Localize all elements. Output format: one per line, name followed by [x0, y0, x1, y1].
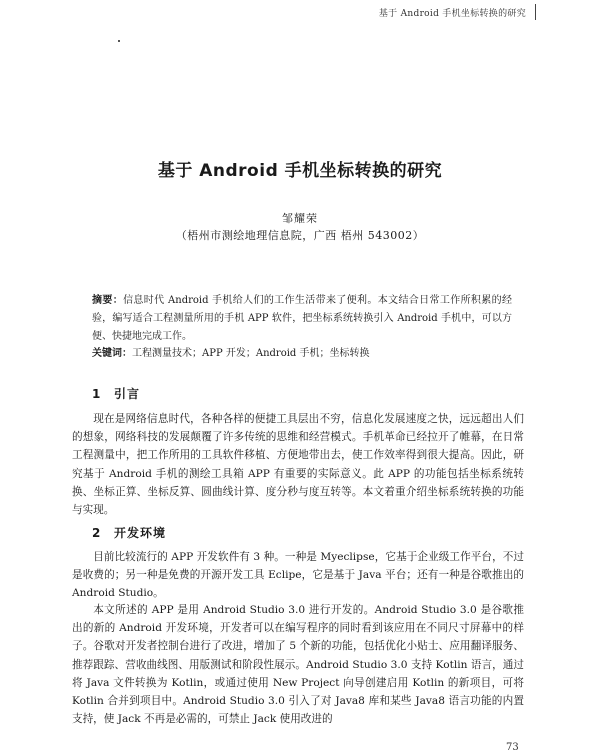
author-name: 邹耀荣: [282, 212, 318, 225]
paragraph: 现在是网络信息时代，各种各样的便捷工具层出不穷，信息化发展速度之快，远远超出人们的想象，网络科技的发展颠覆了许多传统的思维和经营模式。手机革命已经拉开了帷幕，在日常工程测量中，把工作所用的工具软件移植、方便地带出去，使工作效率得到很大提高。因此，研究基于 Android 手机的测绘工具箱 APP 有重要的实际意义。此 APP 的功能包括坐标系统转换、坐标正算、坐标反算、圆曲线计算、度分秒与度互转等。本文着重介绍坐标系统转换的功能与实现。: [72, 413, 524, 517]
article-title: 基于 Android 手机坐标转换的研究: [157, 161, 443, 181]
running-header: 基于 Android 手机坐标转换的研究: [378, 9, 526, 19]
paragraph: 本文所述的 APP 是用 Android Studio 3.0 进行开发的。Android Studio 3.0 是谷歌推出的新的 Android 开发环境，开发者可以在编写程序的同时看到该应用在不同尺寸屏幕中的样子。谷歌对开发者控制台进行了改进，增加了 5 个新的功能，包括优化小贴士、应用翻译服务、推荐跟踪、营收曲线图、用版测试和阶段性展示。Android Studio 3.0 支持 Kotlin 语言，通过将 Java 文件转换为 Kotlin，或通过使用 New Project 向导创建启用 Kotlin 的新项目，可将 Kotlin 合并到项目中。Android Studio 3.0 引入了对 Java8 库和某些 Java8 语言功能的内置支持，使 Jack 不再是必需的，可禁止 Jack 使用改进的: [72, 604, 524, 726]
abstract-label: 摘要：: [92, 295, 124, 306]
section-heading-introduction: [92, 385, 140, 402]
abstract-text: 信息时代 Android 手机给人们的工作生活带来了便利。本文结合日常工作所积累的经验，编写适合工程测量所用的手机 APP 软件，把坐标系统转换引入 Android 手机中，可以方便、快捷地完成工作。: [92, 295, 513, 342]
section-number: 1: [92, 387, 102, 401]
keywords: [92, 346, 512, 362]
paragraph: 目前比较流行的 APP 开发软件有 3 种。一种是 Myeclipse，它基于企业级工作平台，不过是收费的；另一种是免费的开源开发工具 Eclipe，它是基于 Java 平台；还有一种是谷歌推出的 Android Studio。: [72, 551, 524, 600]
section-title: 引言: [114, 387, 141, 401]
page-number: 73: [506, 742, 519, 753]
section-heading-dev-environment: [92, 524, 166, 541]
keywords-text: 工程测量技术；APP 开发；Android 手机；坐标转换: [132, 348, 370, 359]
author-affiliation: （梧州市测绘地理信息院，广西 梧州 543002）: [175, 229, 425, 242]
header-rule: [535, 4, 536, 20]
scan-artifact: [118, 40, 120, 42]
section-number: 2: [92, 526, 102, 540]
section-title: 开发环境: [114, 526, 167, 540]
abstract: [92, 292, 512, 346]
keywords-label: 关键词：: [92, 348, 132, 359]
